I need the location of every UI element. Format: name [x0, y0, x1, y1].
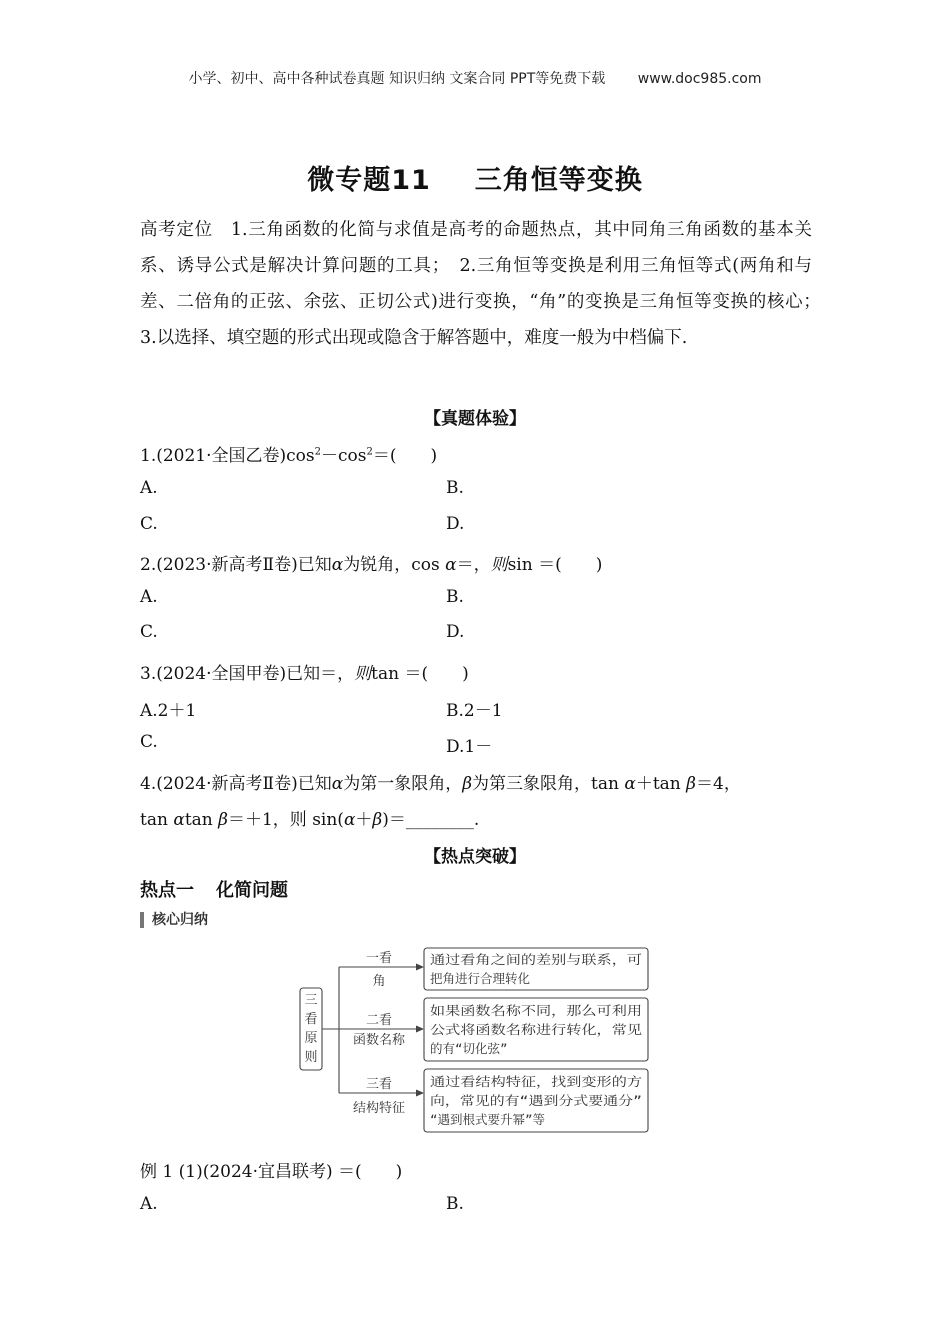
intro-label: 高考定位: [140, 220, 213, 240]
title-part2: 三角恒等变换: [474, 165, 643, 196]
section-hot-topics: 【热点突破】: [424, 847, 526, 867]
box-3-line: 通过看结构特征，找到变形的方: [430, 1074, 642, 1089]
intro-text: 1.三角函数的化简与求值是高考的命题热点，其中同角三角函数的基本关系、诱导公式是解决计算问题的工具； 2.三角恒等变换是利用三角恒等式(两角和与差、二倍角的正弦、余弦、正切公式)进行变换，“角”的变换是三角恒等变换的核心； 3.以选择、填空题的形式出现或隐含于解答题中，难度一般为中档偏下.: [140, 220, 830, 348]
branch-2-bottom: 函数名称: [352, 1033, 406, 1048]
three-look-principle-diagram: [295, 940, 655, 1135]
q2-part: 为锐角，cos: [343, 555, 440, 575]
q1-sup: 2: [314, 446, 322, 458]
q1-part: ＝( ): [372, 446, 438, 466]
q4-answer-blank: )＝________.: [382, 810, 480, 830]
q3-part: 3.(2024·全国甲卷)已知＝，: [140, 664, 355, 684]
q2-part: ＝，: [456, 555, 491, 575]
q1-part: 1.(2021·全国乙卷)cos: [140, 446, 315, 466]
intro-paragraph: [140, 212, 830, 356]
q4-var: α: [343, 810, 356, 830]
page-header: [0, 68, 950, 88]
example-option-a[interactable]: A.: [140, 1194, 158, 1214]
q4-part: 4.(2024·新高考Ⅱ卷)已知: [140, 774, 332, 794]
root-char: 看: [304, 1012, 318, 1027]
q2-option-c[interactable]: C.: [140, 622, 158, 642]
core-summary-label: 核心归纳: [140, 912, 208, 928]
box-1-line: 把角进行合理转化: [430, 971, 531, 986]
q4-var: β: [218, 810, 228, 830]
root-char: 原: [304, 1031, 318, 1046]
q3-part: tan ＝( ): [371, 664, 469, 684]
q4-part: ＝4，: [696, 774, 741, 794]
q4-part: tan: [184, 810, 213, 830]
q4-part: 为第一象限角，: [343, 774, 463, 794]
q2-option-b[interactable]: B.: [446, 587, 464, 607]
q1-option-a[interactable]: A.: [140, 478, 158, 498]
q4-var: α: [173, 810, 185, 830]
q1-option-c[interactable]: C.: [140, 514, 158, 534]
q4-var: α: [624, 774, 636, 794]
hotspot-heading: [140, 876, 288, 902]
branch-3-top: 三看: [365, 1077, 393, 1092]
q2-var: α: [331, 555, 344, 575]
hotspot-label: 热点一: [140, 880, 194, 901]
arrow-icon: [416, 1090, 424, 1097]
box-2-line: 公式将函数名称进行转化，常见: [430, 1022, 643, 1037]
q1-part: －cos: [321, 446, 367, 466]
section-real-questions: 【真题体验】: [424, 409, 526, 429]
branch-2-top: 二看: [365, 1013, 393, 1028]
branch-1-top: 一看: [365, 951, 393, 966]
question-4-line1: [140, 769, 741, 794]
example-1-stem: 例 1 (1)(2024·宜昌联考) ＝( ): [140, 1162, 403, 1182]
q2-option-a[interactable]: A.: [140, 587, 158, 607]
q1-sup: 2: [366, 446, 373, 458]
arrow-icon: [416, 1026, 424, 1033]
q2-part: sin ＝( ): [507, 555, 603, 575]
branch-3-bottom: 结构特征: [352, 1101, 406, 1116]
root-char: 三: [304, 993, 318, 1008]
question-3-stem: [140, 659, 469, 684]
header-text: 小学、初中、高中各种试卷真题 知识归纳 文案合同 PPT等免费下载: [188, 71, 606, 87]
q1-option-b[interactable]: B.: [446, 478, 464, 498]
q3-option-d[interactable]: D.1－: [446, 737, 493, 757]
q1-option-d[interactable]: D.: [446, 514, 465, 534]
box-2-line: 如果函数名称不同，那么可利用: [430, 1003, 642, 1018]
q4-var: β: [372, 810, 383, 830]
q4-var: β: [462, 774, 473, 794]
q3-option-c[interactable]: C.: [140, 732, 158, 752]
q3-option-b[interactable]: B.2－1: [446, 701, 503, 721]
header-site-link[interactable]: www.doc985.com: [637, 71, 762, 87]
q2-option-d[interactable]: D.: [446, 622, 465, 642]
question-1-stem: [140, 441, 437, 466]
q2-var: α: [445, 555, 457, 575]
page-title: [0, 158, 950, 197]
question-2-stem: [140, 550, 602, 575]
box-2-line: 的有“切化弦”: [430, 1041, 508, 1056]
box-3-line: 向，常见的有“遇到分式要通分”: [430, 1093, 642, 1108]
example-option-b[interactable]: B.: [446, 1194, 464, 1214]
q4-part: ＋: [355, 810, 373, 830]
q4-part: 为第三象限角，tan: [472, 774, 619, 794]
root-char: 则: [304, 1050, 318, 1065]
box-1-line: 通过看角之间的差别与联系，可: [430, 952, 642, 967]
q2-then: 则: [490, 555, 508, 575]
q4-var: α: [331, 774, 344, 794]
q3-then: 则: [354, 664, 372, 684]
q4-part: ＋tan: [635, 774, 681, 794]
q4-part: tan: [140, 810, 168, 830]
box-3-line: “遇到根式要升幂”等: [430, 1112, 546, 1127]
hotspot-title: 化简问题: [216, 880, 288, 901]
q4-part: ＝＋1，则 sin(: [227, 810, 344, 830]
q3-option-a[interactable]: A.2＋1: [140, 701, 197, 721]
title-part1: 微专题11: [307, 165, 431, 196]
branch-1-bottom: 角: [372, 974, 386, 989]
question-4-line2: [140, 805, 479, 830]
q2-part: 2.(2023·新高考Ⅱ卷)已知: [140, 555, 332, 575]
arrow-icon: [416, 964, 424, 971]
q4-var: β: [686, 774, 696, 794]
